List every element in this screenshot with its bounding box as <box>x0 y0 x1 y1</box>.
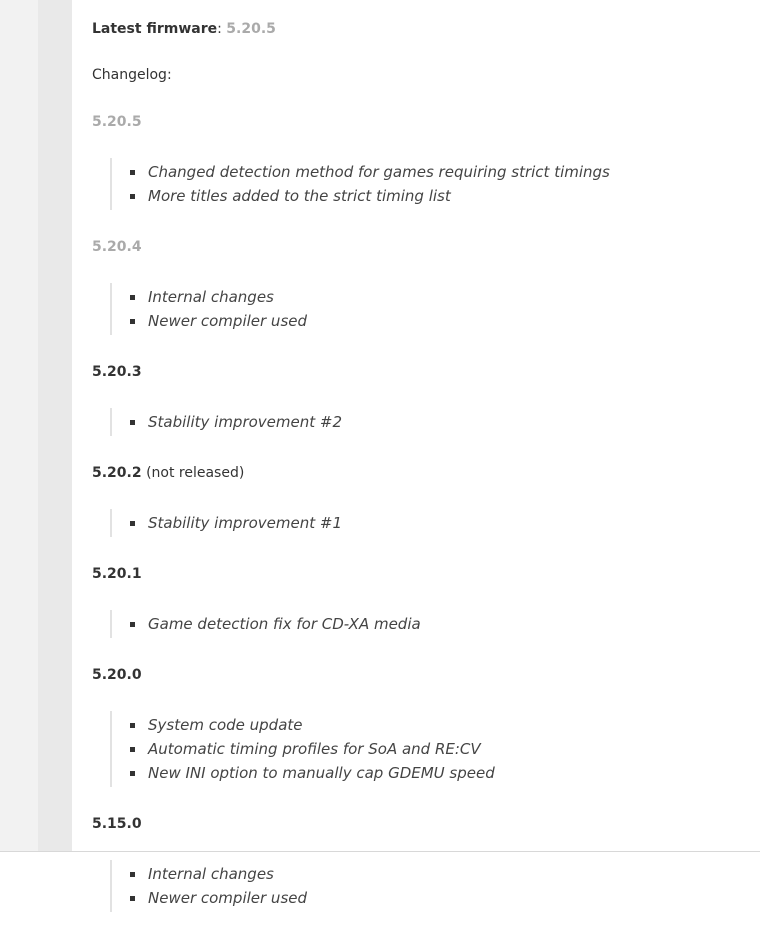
list-item: Newer compiler used <box>130 886 752 910</box>
version-number: 5.20.0 <box>92 667 142 683</box>
list-item: Internal changes <box>130 862 752 886</box>
list-item: More titles added to the strict timing list <box>130 184 752 208</box>
viewport-bottom-border <box>0 851 760 852</box>
changelog-list <box>130 713 752 785</box>
list-item: Stability improvement #1 <box>130 511 752 535</box>
latest-firmware-label: Latest firmware <box>92 21 218 37</box>
version-number: 5.20.4 <box>92 239 142 255</box>
changelog-blockquote <box>110 283 752 335</box>
changelog-list <box>130 410 752 434</box>
version-number: 5.20.2 <box>92 465 142 481</box>
changelog-list <box>130 511 752 535</box>
latest-firmware-line <box>92 19 752 39</box>
version-heading <box>92 564 752 584</box>
page-background <box>0 0 40 851</box>
article-content <box>72 0 760 907</box>
changelog-list <box>130 862 752 910</box>
changelog-blockquote <box>110 610 752 638</box>
version-note: (not released) <box>146 465 245 481</box>
changelog-title: Changelog: <box>92 67 172 83</box>
version-number: 5.15.0 <box>92 816 142 832</box>
version-number: 5.20.3 <box>92 364 142 380</box>
page-side-shadow <box>38 0 72 851</box>
version-heading <box>92 112 752 132</box>
list-item: Stability improvement #2 <box>130 410 752 434</box>
latest-firmware-separator: : <box>217 21 222 37</box>
list-item: New INI option to manually cap GDEMU speed <box>130 761 752 785</box>
version-heading <box>92 463 752 483</box>
changelog-blockquote <box>110 408 752 436</box>
version-heading <box>92 237 752 257</box>
changelog-list <box>130 612 752 636</box>
version-number: 5.20.5 <box>92 114 142 130</box>
article-body <box>92 19 752 939</box>
list-item: Changed detection method for games requiring strict timings <box>130 160 752 184</box>
list-item: Game detection fix for CD-XA media <box>130 612 752 636</box>
changelog-blockquote <box>110 711 752 787</box>
latest-firmware-version: 5.20.5 <box>226 21 276 37</box>
list-item: Newer compiler used <box>130 309 752 333</box>
list-item: Automatic timing profiles for SoA and RE:CV <box>130 737 752 761</box>
version-number: 5.20.1 <box>92 566 142 582</box>
changelog-blockquote <box>110 158 752 210</box>
changelog-blockquote <box>110 509 752 537</box>
list-item: System code update <box>130 713 752 737</box>
list-item: Internal changes <box>130 285 752 309</box>
changelog-list <box>130 285 752 333</box>
version-heading <box>92 814 752 834</box>
version-heading <box>92 362 752 382</box>
version-heading <box>92 665 752 685</box>
changelog-list <box>130 160 752 208</box>
changelog-blockquote <box>110 860 752 912</box>
